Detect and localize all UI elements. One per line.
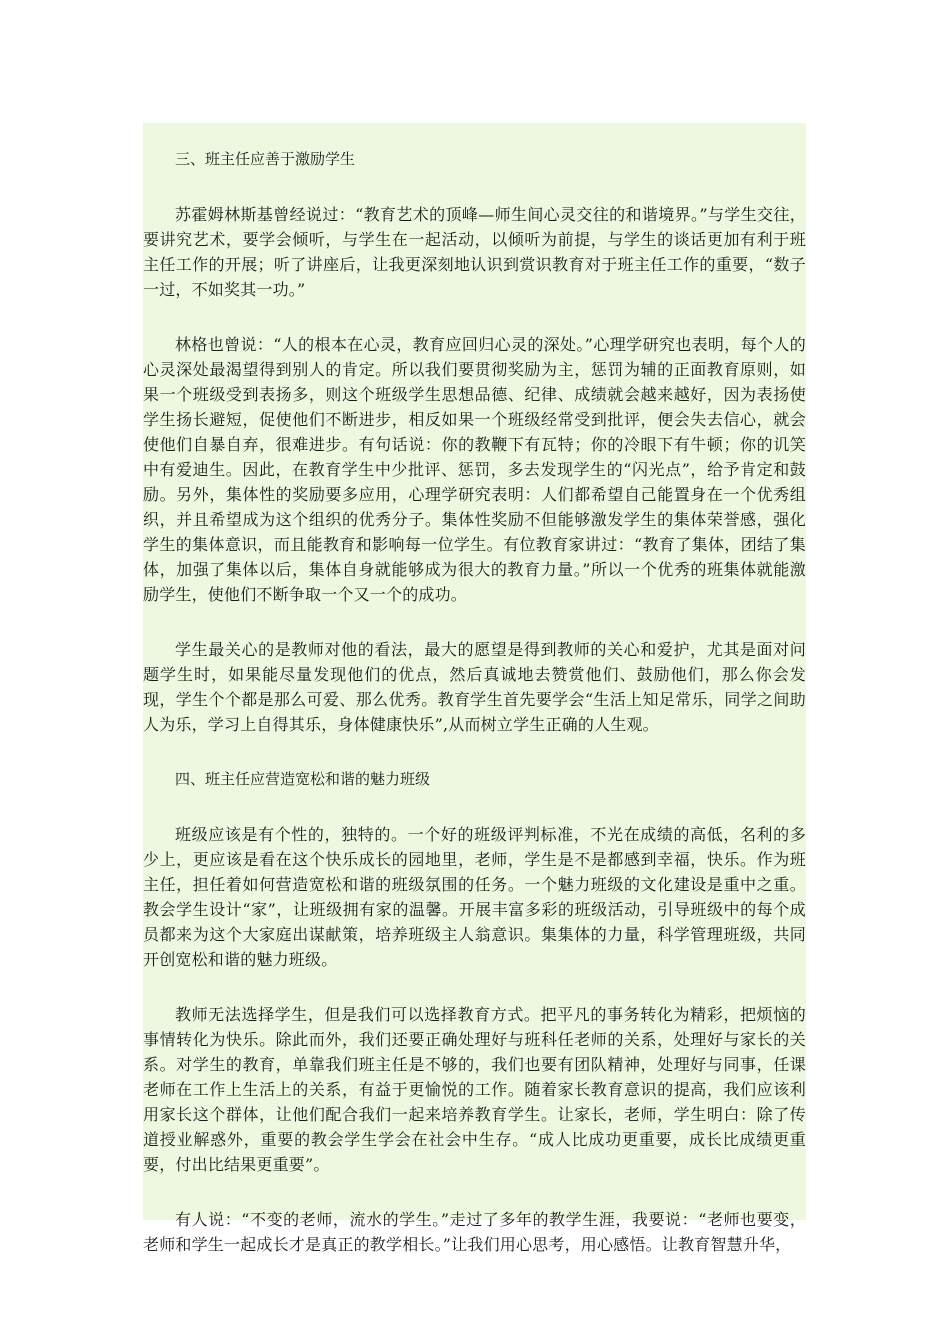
paragraph: 林格也曾说：“人的根本在心灵，教育应回归心灵的深处。”心理学研究也表明，每个人的心灵深处最渴望得到别人的肯定。所以我们要贯彻奖励为主，惩罚为辅的正面教育原则，如果一个班级受到表扬多，则这个班级学生思想品德、纪律、成绩就会越来越好，因为表扬使学生扬长避短，促使他们不断进步，相反如果一个班级经常受到批评，便会失去信心，就会使他们自暴自弃，很难进步。有句话说：你的教鞭下有瓦特；你的冷眼下有牛顿；你的讥笑中有爱迪生。因此，在教育学生中少批评、惩罚，多去发现学生的“闪光点”，给予肯定和鼓励。另外，集体性的奖励要多应用，心理学研究表明：人们都希望自己能置身在一个优秀组织，并且希望成为这个组织的优秀分子。集体性奖励不但能够激发学生的集体荣誉感，强化学生的集体意识，而且能教育和影响每一位学生。有位教育家讲过：“教育了集体，团结了集体，加强了集体以后，集体自身就能够成为很大的教育力量。”所以一个优秀的班集体就能激励学生，使他们不断争取一个又一个的成功。 (143, 335, 806, 604)
paragraph: 苏霍姆林斯基曾经说过：“教育艺术的顶峰—师生间心灵交往的和谐境界。”与学生交往，要讲究艺术，要学会倾听，与学生在一起活动，以倾听为前提，与学生的谈话更加有利于班主任工作的开展；听了讲座后，让我更深刻地认识到赏识教育对于班主任工作的重要，“数子一过，不如奖其一功。” (143, 205, 806, 299)
paragraph: 有人说：“不变的老师，流水的学生。”走过了多年的教学生涯，我要说：“老师也要变，老师和学生一起成长才是真正的教学相长。”让我们用心思考，用心感悟。让教育智慧升华， (143, 1210, 806, 1254)
document-content (143, 147, 806, 1287)
paragraph: 班级应该是有个性的，独特的。一个好的班级评判标准，不光在成绩的高低，名利的多少上，更应该是看在这个快乐成长的园地里，老师，学生是不是都感到幸福，快乐。作为班主任，担任着如何营造宽松和谐的班级氛围的任务。一个魅力班级的文化建设是重中之重。教会学生设计“家”，让班级拥有家的温馨。开展丰富多彩的班级活动，引导班级中的每个成员都来为这个大家庭出谋献策，培养班级主人翁意识。集集体的力量，科学管理班级，共同开创宽松和谐的魅力班级。 (143, 825, 806, 969)
section-heading-4: 四、班主任应营造宽松和谐的魅力班级 (175, 770, 431, 788)
paragraph: 学生最关心的是教师对他的看法，最大的愿望是得到教师的关心和爱护，尤其是面对问题学生时，如果能尽量发现他们的优点，然后真诚地去赞赏他们、鼓励他们，那么你会发现，学生个个都是那么可爱、那么优秀。教育学生首先要学会“生活上知足常乐，同学之间助人为乐，学习上自得其乐，身体健康快乐”,从而树立学生正确的人生观。 (143, 640, 806, 734)
document-panel (143, 123, 806, 1254)
section-heading-3: 三、班主任应善于激励学生 (175, 150, 356, 168)
paragraph: 教师无法选择学生，但是我们可以选择教育方式。把平凡的事务转化为精彩，把烦恼的事情转化为快乐。除此而外，我们还要正确处理好与班科任老师的关系，处理好与家长的关系。对学生的教育，单靠我们班主任是不够的，我们也要有团队精神，处理好与同事，任课老师在工作上生活上的关系，有益于更愉悦的工作。随着家长教育意识的提高，我们应该利用家长这个群体，让他们配合我们一起来培养教育学生。让家长，老师，学生明白：除了传道授业解惑外，重要的教会学生学会在社会中生存。“成人比成功更重要，成长比成绩更重要，付出比结果更重要”。 (143, 1005, 806, 1174)
